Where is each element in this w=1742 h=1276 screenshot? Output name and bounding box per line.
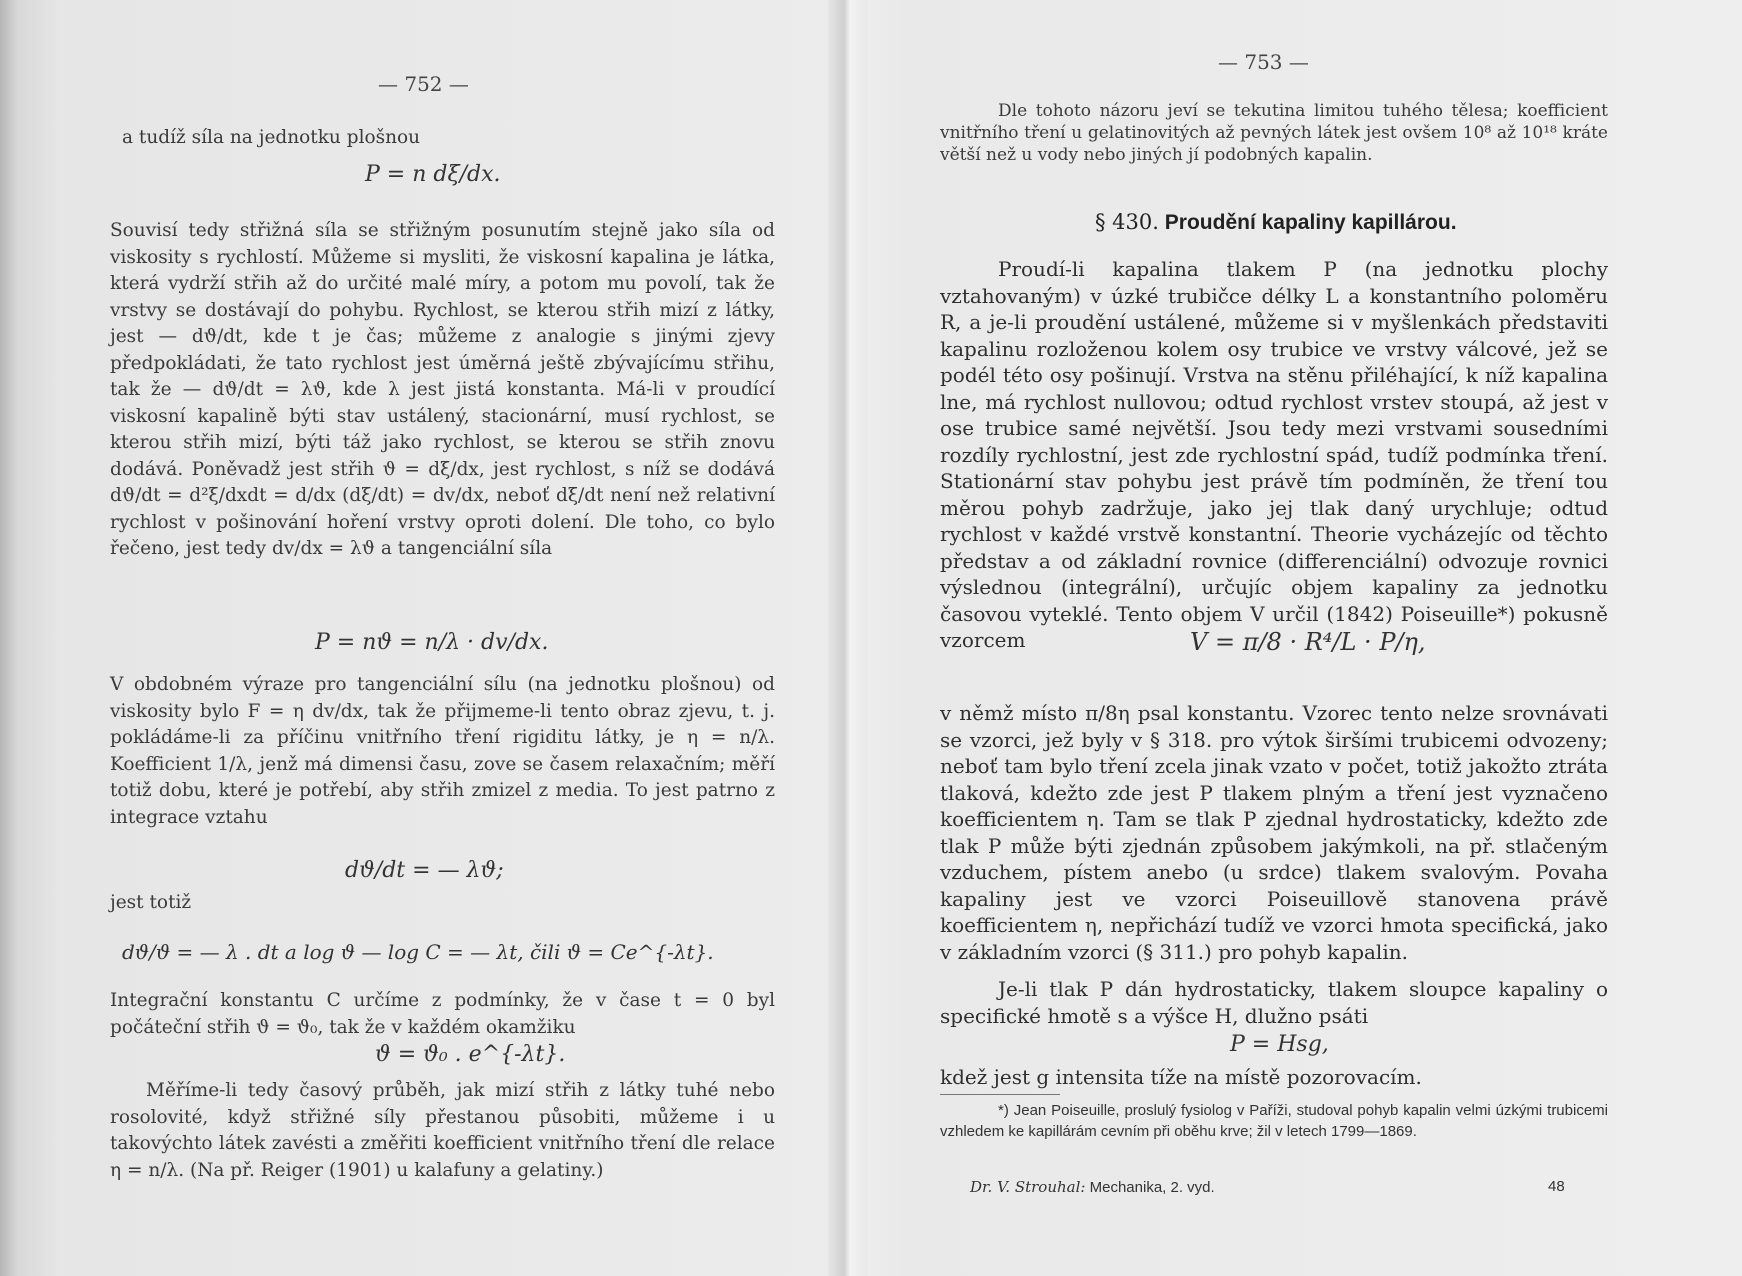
paragraph: V obdobném výraze pro tangenciální sílu (na jednotku plošnou) od viskosity bylo F = η dv/dx, tak že přijmeme-li tento obraz zjevu, t. j. pokládáme-li za příčinu vnitřního tření rigiditu látky, je η = n/λ. Koefficient 1/λ, jenž má dimensi času, zove se časem relaxačním; měří totiž dobu, které je potřebí, aby střih zmizel z media. To jest patrno z integrace vztahu <box>110 674 775 828</box>
paragraph: Je-li tlak P dán hydrostaticky, tlakem sloupce kapaliny o specifické hmotě s a výšce H, dlužno psáti <box>940 977 1608 1028</box>
paragraph: Měříme-li tedy časový průběh, jak mizí střih z látky tuhé nebo rosolovité, když střižné síly přestanou působiti, můžeme i u takovýchto látek zavésti a změřiti koefficient vnitřního tření dle relace η = n/λ. (Na př. Reiger (1901) u kalafuny a gelatiny.) <box>110 1080 775 1181</box>
section-title: Proudění kapaliny kapillárou. <box>1164 211 1457 234</box>
signature-title: Mechanika, 2. vyd. <box>1089 1179 1215 1196</box>
page-number: — 752 — <box>378 72 469 96</box>
paragraph: a tudíž síla na jednotku plošnou <box>122 127 421 148</box>
paragraph: Integrační konstantu C určíme z podmínky, že v čase t = 0 byl počáteční střih ϑ = ϑ₀, tak že v každém okamžiku <box>110 990 775 1038</box>
equation: dϑ/dt = — λϑ; <box>345 858 504 883</box>
signature-author: Dr. V. Strouhal: <box>970 1178 1086 1196</box>
equation: P = Hsg, <box>1230 1032 1329 1057</box>
paragraph: kdež jest g intensita tíže na místě pozorovacím. <box>940 1065 1422 1089</box>
book-gutter <box>828 0 868 1276</box>
footnote-rule <box>940 1094 1060 1095</box>
equation: P = nϑ = n/λ · dv/dx. <box>315 630 549 655</box>
paragraph: Proudí-li kapalina tlakem P (na jednotku plochy vztahovaným) v úzké trubičce délky L a konstantního poloměru R, a je-li proudění ustálené, můžeme si v myšlenkách představiti kapalinu rozloženou kolem osy trubice ve vrstvy válcové, jež se podél této osy pošinují. Vrstva na stěnu přiléhající, k níž kapalina lne, má rychlost nullovou; odtud rychlost vrstev stoupá, až jest v ose trubice samé největší. Jsou tedy mezi vrstvami sousedními rozdíly rychlostní, jest zde rychlostní spád, tudíž podmínka tření. Stationární stav pohybu jest právě tím podmíněn, že tření tou měrou pohyb zadržuje, jako jej tlak daný urychluje; odtud rychlost v každé vrstvě konstantní. Theorie vycházejíc od těchto představ a od základní rovnice (differenciální) odvozuje rovnici výslednou (integrální), určujíc objem kapaliny za jednotku časovou vyteklé. Tento objem V určil (1842) Poiseuille*) pokusně vzorcem <box>940 257 1608 652</box>
section-heading <box>1095 210 1457 235</box>
right-page <box>940 0 1608 1276</box>
footnote: *) Jean Poiseuille, proslulý fysiolog v Paříži, studoval pohyb kapalin velmi úzkými trubicemi vzhledem ke kapillárám cevním při oběhu krve; žil v letech 1799—1869. <box>940 1102 1608 1140</box>
paragraph: Souvisí tedy střižná síla se střižným posunutím stejně jako síla od viskosity s rychlostí. Můžeme si mysliti, že viskosní kapalina je látka, která vydrží střih až do určité malé míry, a potom mu povolí, tak že vrstvy se dostávají do pohybu. Rychlost, se kterou střih mizí z látky, jest — dϑ/dt, kde t je čas; můžeme z analogie s jinými zjevy předpokládati, že tato rychlost jest úměrná ještě zbývajícímu střihu, tak že — dϑ/dt = λϑ, kde λ jest jistá konstanta. Má-li v proudící viskosní kapalině býti stav ustálený, stacionární, musí rychlost, se kterou střih mizí, býti táž jako rychlost, se kterou se střih znovu dodává. Poněvadž jest střih ϑ = dξ/dx, jest rychlost, s níž se dodává dϑ/dt = d²ξ/dxdt = d/dx (dξ/dt) = dv/dx, neboť dξ/dt není než relativní rychlost v pošinování hoření vrstvy oproti dolení. Dle toho, co bylo řečeno, jest tedy dv/dx = λϑ a tangenciální síla <box>110 220 775 559</box>
section-number: § 430. <box>1095 210 1159 234</box>
paragraph: v němž místo π/8η psal konstantu. Vzorec tento nelze srovnávati se vzorci, jež byly v § 318. pro výtok širšími trubicemi odvozeny; neboť tam bylo tření zcela jinak vzato v počet, totiž jakožto ztráta tlaková, kdežto zde jest P tlakem plným a tření jest vyznačeno koefficientem η. Tam se tlak P zjednal hydrostaticky, kdežto zde tlak P může býti zjednán způsobem jakýmkoli, na př. stlačeným vzduchem, pístem anebo (u srdce) tlakem svalovým. Povaha kapaliny jest ve vzorci Poiseuillově stanovena právě koefficientem η, nepřichází tudíž ve vzorci hmota specifická, jako v základním vzorci (§ 311.) pro pohyb kapalin. <box>940 701 1608 964</box>
equation: ϑ = ϑ₀ . e^{-λt}. <box>375 1042 566 1067</box>
paragraph: jest totiž <box>110 892 192 913</box>
page-number: — 753 — <box>1218 50 1309 74</box>
left-page <box>110 0 775 1276</box>
equation: V = π/8 · R⁴/L · P/η, <box>1190 628 1426 656</box>
signature-line <box>970 1178 1215 1196</box>
sheet-number: 48 <box>1548 1178 1565 1195</box>
equation: dϑ/ϑ = — λ . dt a log ϑ — log C = — λt, čili ϑ = Ce^{-λt}. <box>122 940 714 964</box>
equation: P = n dξ/dx. <box>365 162 501 187</box>
paragraph: Dle tohoto názoru jeví se tekutina limitou tuhého tělesa; koefficient vnitřního tření u gelatinovitých až pevných látek jest ovšem 10⁸ až 10¹⁸ kráte větší než u vody nebo jiných jí podobných kapalin. <box>940 101 1608 165</box>
